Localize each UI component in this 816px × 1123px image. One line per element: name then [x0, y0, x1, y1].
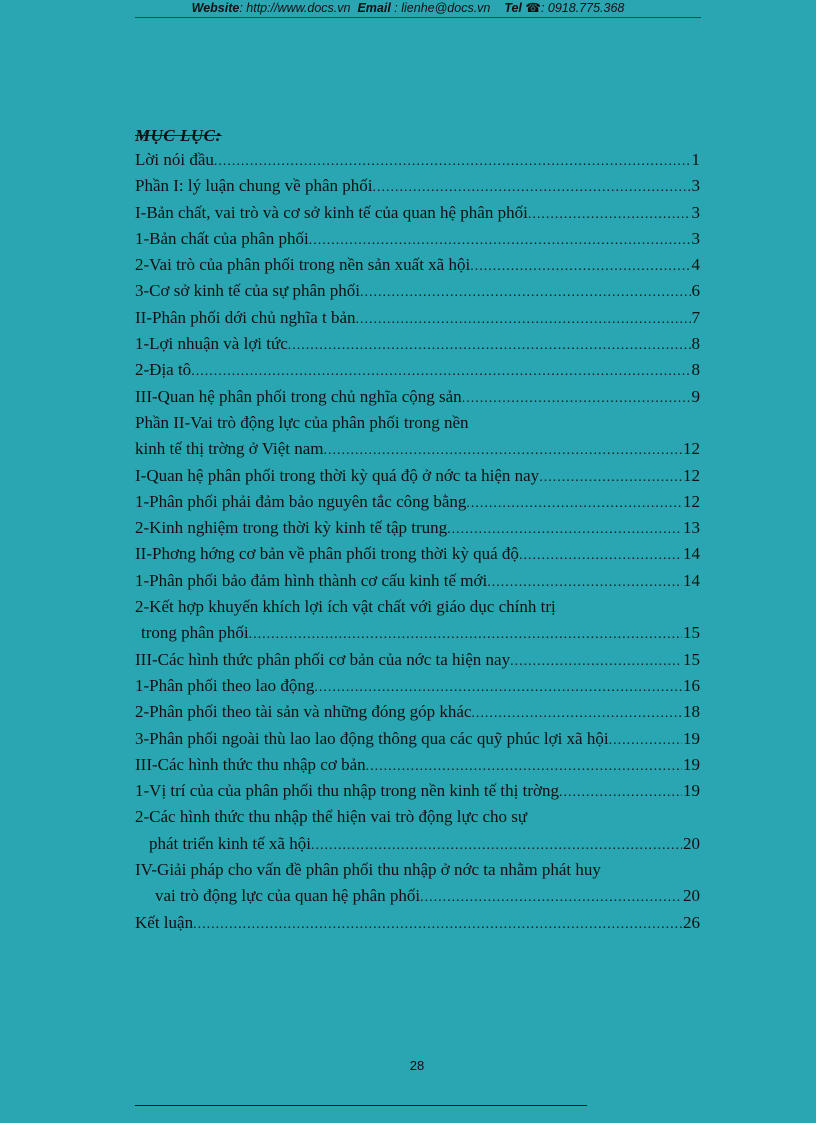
- toc-entry-page: 20: [683, 833, 700, 853]
- toc-entry-page: 1: [691, 150, 700, 169]
- toc-entry-page: 16: [683, 675, 700, 695]
- toc-entry-page: 12: [683, 439, 700, 459]
- toc-entry-page: 18: [683, 702, 700, 722]
- toc-entry: [135, 568, 700, 594]
- toc-entry: [135, 804, 700, 830]
- footer-divider: [135, 1105, 587, 1106]
- toc-entry-label: kinh tế thị trờng ở Việt nam: [135, 439, 324, 459]
- toc-entry-label: I-Quan hệ phân phối trong thời kỳ quá độ ở nớc ta hiện nay: [135, 465, 540, 485]
- toc-leader-dots: [356, 307, 691, 333]
- toc-leader-dots: [373, 175, 691, 201]
- toc-entry: [135, 200, 700, 226]
- toc-entry: [135, 594, 700, 620]
- toc-entry-label: 2-Phân phối theo tài sản và những đóng góp khác: [135, 702, 472, 722]
- toc-entry: [135, 331, 700, 357]
- toc-entry: [135, 910, 700, 936]
- toc-entry-page: 14: [683, 570, 700, 590]
- toc-entry-label: phát triển kinh tế xã hội: [149, 833, 311, 853]
- toc-entry: [135, 883, 700, 909]
- toc-entry-label: 2-Kết hợp khuyến khích lợi ích vật chất với giáo dục chính trị: [135, 597, 556, 617]
- toc-entry-label: 2-Các hình thức thu nhập thể hiện vai trò động lực cho sự: [135, 807, 528, 827]
- toc-leader-dots: [466, 491, 682, 517]
- toc-entry: [135, 252, 700, 278]
- toc-entry-label: III-Quan hệ phân phối trong chủ nghĩa cộng sản: [135, 386, 462, 406]
- page-number: 28: [409, 1058, 425, 1073]
- toc-entry: [135, 647, 700, 673]
- toc-leader-dots: [539, 465, 682, 491]
- toc-entry-page: 20: [683, 886, 700, 906]
- toc-entry-page: 12: [683, 491, 700, 511]
- toc-entry: [135, 147, 700, 173]
- toc-entry-page: 3: [691, 202, 700, 222]
- toc-entry-page: 15: [683, 649, 700, 669]
- toc-entry-label: II-Phân phối dới chủ nghĩa t bản: [135, 307, 356, 327]
- toc-leader-dots: [447, 517, 682, 543]
- toc-entry: [135, 673, 700, 699]
- toc-entry: [135, 752, 700, 778]
- toc-leader-dots: [471, 701, 682, 727]
- toc-entry: [135, 541, 700, 567]
- toc-entry-page: 6: [691, 281, 700, 301]
- toc-entry-page: 13: [683, 518, 700, 538]
- toc-entry-label: I-Bản chất, vai trò và cơ sở kinh tế của quan hệ phân phối: [135, 202, 528, 222]
- toc-leader-dots: [420, 885, 682, 911]
- toc-entry: [135, 226, 700, 252]
- toc-title: MỤC LỤC:: [135, 126, 222, 145]
- toc-leader-dots: [191, 359, 690, 385]
- toc-entry-label: 1-Phân phối phải đảm bảo nguyên tắc công bằng: [135, 491, 467, 511]
- toc-entry-page: 8: [691, 334, 700, 354]
- toc-entry-page: 9: [691, 386, 700, 406]
- toc-leader-dots: [324, 438, 682, 464]
- toc-leader-dots: [470, 254, 690, 280]
- toc-entry-label: 1-Bản chất của phân phối: [135, 228, 309, 248]
- toc-entry: [135, 463, 700, 489]
- toc-entry: [135, 857, 700, 883]
- toc-leader-dots: [510, 649, 682, 675]
- toc-entry-page: 19: [683, 781, 700, 801]
- toc-leader-dots: [528, 202, 691, 228]
- toc-leader-dots: [249, 622, 682, 648]
- toc-entry-label: III-Các hình thức thu nhập cơ bản: [135, 754, 366, 774]
- toc-leader-dots: [311, 833, 682, 859]
- toc-entry-label: 3-Phân phối ngoài thù lao lao động thông qua các quỹ phúc lợi xã hội: [135, 728, 609, 748]
- toc-entry: [135, 436, 700, 462]
- toc-entry-page: 12: [683, 465, 700, 485]
- toc-leader-dots: [360, 280, 690, 306]
- toc-entry-label: vai trò động lực của quan hệ phân phối: [155, 886, 421, 906]
- toc-leader-dots: [193, 912, 682, 938]
- toc-entry-label: 1-Phân phối theo lao động: [135, 675, 315, 695]
- toc-entry-label: 1-Vị trí của của phân phối thu nhập trong nền kinh tế thị trờng: [135, 781, 559, 801]
- toc-entry-label: 2-Vai trò của phân phối trong nền sản xuất xã hội: [135, 255, 471, 275]
- toc-entry: [135, 173, 700, 199]
- toc-entry: [135, 699, 700, 725]
- toc-entry-label: 2-Địa tô: [135, 360, 192, 380]
- toc-entry-label: 1-Phân phối bảo đảm hình thành cơ cấu kinh tế mới: [135, 570, 488, 590]
- toc-leader-dots: [366, 754, 682, 780]
- toc-entry-page: 15: [683, 623, 700, 643]
- toc-entry: [135, 726, 700, 752]
- toc-entry: [135, 831, 700, 857]
- tel-label: Tel: [504, 1, 522, 15]
- toc-entry: [135, 410, 700, 436]
- website-value[interactable]: : http://www.docs.vn: [239, 1, 351, 15]
- toc-entry-label: trong phân phối: [141, 623, 249, 643]
- page-header: [0, 0, 816, 18]
- toc-entry-label: 2-Kinh nghiệm trong thời kỳ kinh tế tập trung: [135, 518, 448, 538]
- toc-entry-page: 3: [691, 176, 700, 196]
- website-label: Website: [191, 1, 240, 15]
- toc-entry-page: 3: [691, 228, 700, 248]
- tel-value: : 0918.775.368: [540, 1, 625, 15]
- phone-icon: ☎: [525, 1, 541, 15]
- toc-entry-label: Phần II-Vai trò động lực của phân phối trong nền: [135, 412, 469, 432]
- toc-entry-page: 19: [683, 754, 700, 774]
- toc-entry-page: 26: [683, 912, 700, 932]
- toc-leader-dots: [309, 228, 691, 254]
- toc-entry: [135, 357, 700, 383]
- toc-entry-label: Kết luận: [135, 912, 194, 932]
- table-of-contents: [135, 123, 700, 936]
- email-label: Email: [357, 1, 391, 15]
- toc-entry-label: Lời nói đầu: [135, 150, 214, 169]
- toc-entry-label: II-Phơng hớng cơ bản về phân phối trong thời kỳ quá độ: [135, 544, 519, 564]
- toc-leader-dots: [214, 149, 691, 175]
- toc-leader-dots: [462, 386, 691, 412]
- toc-leader-dots: [519, 543, 682, 569]
- toc-entry-label: IV-Giải pháp cho vấn đề phân phối thu nhập ở nớc ta nhằm phát huy: [135, 860, 601, 880]
- toc-leader-dots: [487, 570, 682, 596]
- toc-entry-label: III-Các hình thức phân phối cơ bản của nớc ta hiện nay: [135, 649, 511, 669]
- toc-entry-page: 8: [691, 360, 700, 380]
- header-divider: [135, 17, 701, 18]
- toc-entry: [135, 384, 700, 410]
- toc-entry: [135, 305, 700, 331]
- toc-entry: [135, 489, 700, 515]
- toc-entry-page: 14: [683, 544, 700, 564]
- toc-entry: [135, 620, 700, 646]
- toc-leader-dots: [288, 333, 691, 359]
- toc-entry-page: 4: [691, 255, 700, 275]
- toc-entry-label: Phần I: lý luận chung về phân phối: [135, 176, 373, 196]
- toc-leader-dots: [314, 675, 682, 701]
- toc-leader-dots: [609, 728, 682, 754]
- toc-entry-page: 19: [683, 728, 700, 748]
- email-value[interactable]: : lienhe@docs.vn: [394, 1, 491, 15]
- toc-entry-page: 7: [691, 307, 700, 327]
- toc-entry-label: 1-Lợi nhuận và lợi tức: [135, 334, 288, 354]
- toc-entry: [135, 778, 700, 804]
- toc-entry: [135, 515, 700, 541]
- toc-entry: [135, 278, 700, 304]
- toc-leader-dots: [559, 780, 682, 806]
- toc-entry-label: 3-Cơ sở kinh tế của sự phân phối: [135, 281, 361, 301]
